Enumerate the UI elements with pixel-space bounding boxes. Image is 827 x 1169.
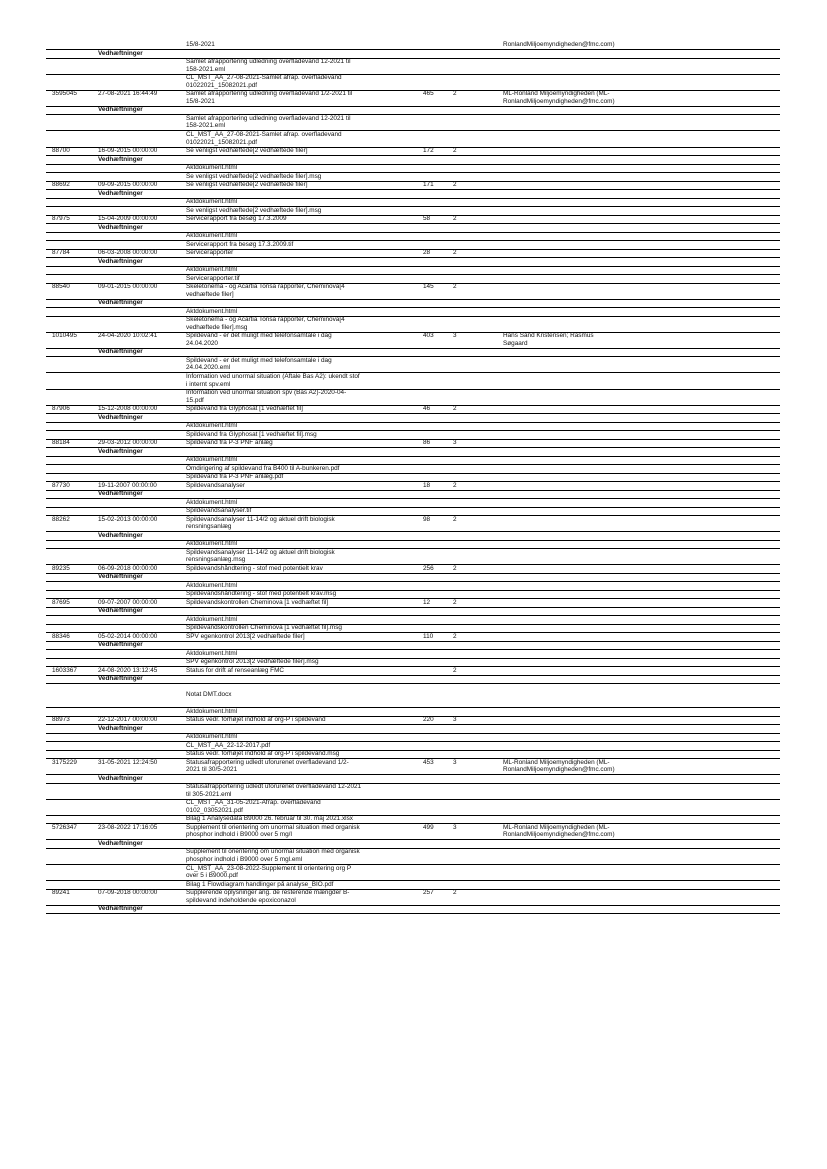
message-date: 05-02-2014 00:00:00	[98, 632, 158, 640]
message-subject: Samlet afrapportering udledning overfladevand 1/2-2021 til	[186, 90, 353, 98]
message-date: 07-09-2018 00:00:00	[98, 889, 158, 897]
message-id: 88346	[52, 632, 70, 640]
message-size: 46	[423, 405, 431, 413]
row-divider	[46, 257, 780, 258]
message-subject: Spildevand fra P-3 PNF anlæg	[186, 439, 273, 447]
row-divider	[46, 413, 780, 414]
attachment-count: 2	[453, 515, 457, 523]
attachment-file: Spildevandshåndtering - stof med potentielt krav.msg	[186, 590, 337, 598]
row-divider	[46, 741, 780, 742]
message-id: 87784	[52, 249, 70, 256]
attachment-count: 3	[453, 823, 457, 831]
message-size: 12	[423, 598, 431, 606]
attachment-file: Notat DMT.docx	[186, 691, 232, 699]
attachment-file: Aktdokument.html	[186, 422, 238, 430]
message-id: 88700	[52, 147, 70, 154]
attachment-count: 2	[453, 598, 457, 606]
attachment-count: 2	[453, 147, 457, 154]
attachment-count: 2	[453, 90, 457, 98]
attachment-file: Skeletonema - og Acartia Tonsa rapporter, Cheminova[4	[186, 316, 345, 324]
attachment-count: 2	[453, 481, 457, 489]
row-divider	[46, 498, 780, 499]
message-id: 87730	[52, 481, 70, 489]
row-divider	[46, 422, 780, 423]
row-divider	[46, 848, 780, 849]
message-size: 98	[423, 515, 431, 523]
attachment-count: 3	[453, 332, 457, 340]
row-divider	[46, 106, 780, 107]
row-divider	[46, 266, 780, 267]
row-divider	[46, 464, 780, 465]
message-date: 29-03-2012 00:00:00	[98, 439, 158, 447]
message-date: 09-07-2007 00:00:00	[98, 598, 158, 606]
attachment-file: 158-2021.eml	[186, 122, 226, 130]
row-divider	[46, 548, 780, 549]
attachment-count: 3	[453, 439, 457, 447]
message-id: 89235	[52, 564, 70, 572]
row-divider	[46, 683, 780, 684]
attachment-file: Se venligst vedhæftede[2 vedhæftede filer].msg	[186, 206, 322, 214]
message-id: 1010495	[52, 332, 77, 340]
row-divider	[46, 307, 780, 308]
attachments-label: Vedhæftninger	[98, 641, 143, 649]
row-divider	[46, 733, 780, 734]
attachment-file: Aktdokument.html	[186, 733, 238, 740]
attachment-file: Spildevand fra Glyphosat [1 vedhæftet fil].msg	[186, 430, 317, 438]
attachment-file: Aktdokument.html	[186, 540, 238, 548]
attachment-file: Spildevandsanalyser 11-14/2 og aktuel drift biologisk	[186, 548, 335, 556]
row-divider	[46, 348, 780, 349]
attachment-file: Aktdokument.html	[186, 307, 238, 315]
attachment-file: Supplement til orientering om unormal situation med organisk	[186, 848, 360, 856]
message-id: 5726347	[52, 823, 77, 831]
attachment-file: Servicerapport fra besøg 17.3.2009.tif	[186, 240, 294, 248]
attachment-file: CL_MST_AA_27-08-2021-Samlet afrap. overfladevand	[186, 130, 342, 138]
row-divider	[46, 172, 780, 173]
attachments-label: Vedhæftninger	[98, 573, 143, 581]
row-divider	[46, 49, 780, 50]
message-size: 453	[423, 758, 434, 766]
row-divider	[46, 316, 780, 317]
message-id: 87975	[52, 215, 70, 222]
attachment-file: 24.04.2020.eml	[186, 364, 231, 372]
attachment-file: Se venligst vedhæftede[2 vedhæftede filer].msg	[186, 172, 322, 180]
row-divider	[46, 799, 780, 800]
attachment-file: CL_MST_AA_22-12-2017.pdf	[186, 741, 271, 749]
attachments-label: Vedhæftninger	[98, 774, 143, 782]
message-recipients: Søgaard	[503, 339, 528, 347]
message-date: 24-04-2020 10:02:41	[98, 332, 158, 340]
attachments-label: Vedhæftninger	[98, 531, 143, 539]
attachments-label: Vedhæftninger	[98, 724, 143, 732]
attachment-file: Samlet afrapportering udledning overfladevand 12-2021 til	[186, 114, 351, 122]
attachment-file: Aktdokument.html	[186, 707, 238, 715]
row-divider	[46, 607, 780, 608]
row-divider	[46, 573, 780, 574]
attachment-file: CL_MST_AA_27-08-2021-Samlet afrap. overfladevand	[186, 74, 342, 82]
message-id: 3175229	[52, 758, 77, 766]
message-size: 18	[423, 481, 431, 489]
attachment-file: SPV egenkontrol 2013[2 vedhæftede filer].msg	[186, 658, 319, 666]
attachment-file: 0102_03052021.pdf	[186, 806, 243, 814]
message-date: 31-05-2021 12:24:50	[98, 758, 158, 766]
attachment-file: i internt spv.eml	[186, 380, 231, 388]
message-subject: SPV egenkontrol 2013[2 vedhæftede filer]	[186, 632, 305, 640]
message-subject: Spildevandsanalyser	[186, 481, 245, 489]
attachment-file: Information ved unormal situation (Aftale Bas A2): ukendt stof	[186, 372, 360, 380]
message-size: 257	[423, 889, 434, 897]
message-id: 88692	[52, 181, 70, 188]
message-date: 19-11-2007 00:00:00	[98, 481, 157, 489]
message-recipients: RonlandMiljoemyndigheden@fmc.com)	[503, 41, 615, 48]
message-date: 27-08-2021 16:44:49	[98, 90, 158, 98]
message-recipients: ML-Ronland Miljoemyndigheden (ML-	[503, 90, 610, 98]
message-subject: 24.04.2020	[186, 339, 218, 347]
attachment-file: Aktdokument.html	[186, 581, 238, 589]
row-divider	[46, 864, 780, 865]
message-recipients: RonlandMiljoemyndigheden@fmc.com)	[503, 766, 615, 774]
attachment-count: 3	[453, 758, 457, 766]
message-date: 15-12-2008 00:00:00	[98, 405, 158, 413]
row-divider	[46, 356, 780, 357]
attachments-label: Vedhæftninger	[98, 257, 143, 265]
message-size: 28	[423, 249, 431, 256]
attachment-file: Aktdokument.html	[186, 615, 238, 623]
row-divider	[46, 774, 780, 775]
message-subject: vedhæftede filer]	[186, 290, 234, 298]
row-divider	[46, 590, 780, 591]
message-recipients: RonlandMiljoemyndigheden@fmc.com)	[503, 97, 615, 105]
message-id: 87695	[52, 598, 70, 606]
attachments-label: Vedhæftninger	[98, 223, 143, 231]
attachment-file: over 5 i B9000.pdf	[186, 872, 238, 880]
row-divider	[46, 615, 780, 616]
attachment-count: 2	[453, 283, 457, 290]
attachments-label: Vedhæftninger	[98, 106, 143, 114]
message-subject: Spildevand fra Glyphosat [1 vedhæftet fil]	[186, 405, 303, 413]
attachment-file: Statusafrapportering udledt uforurenet overfladevand 12-2021	[186, 783, 362, 791]
attachment-file: 158-2021.eml	[186, 65, 226, 73]
message-date: 06-03-2008 00:00:00	[98, 249, 158, 256]
message-id: 88184	[52, 439, 70, 447]
message-subject: Statusafrapportering udledt uforurenet overfladevand 1/2-	[186, 758, 349, 766]
message-subject: Status for drift af renseanlæg FMC	[186, 666, 285, 674]
attachment-count: 2	[453, 666, 457, 674]
message-subject: Status vedr. forhøjet indhold af org-P i spildevand	[186, 716, 326, 723]
message-subject: spildevand indeholdende epoxiconazol	[186, 896, 296, 904]
row-divider	[46, 815, 780, 816]
row-divider	[46, 839, 780, 840]
row-divider	[46, 206, 780, 207]
row-divider	[46, 473, 780, 474]
attachment-file: Samlet afrapportering udledning overfladevand 12-2021 til	[186, 58, 351, 65]
message-subject: Supplerende oplysninger ang. de resterende mængder B-	[186, 889, 350, 897]
attachment-file: CL_MST_AA_23-08-2022-Supplement til orientering org P	[186, 864, 352, 872]
attachment-count: 2	[453, 889, 457, 897]
attachments-label: Vedhæftninger	[98, 607, 143, 615]
attachments-label: Vedhæftninger	[98, 490, 143, 498]
message-size: 499	[423, 823, 434, 831]
attachment-file: CL_MST_AA_31-05-2021-Afrap. overfladevand	[186, 799, 321, 807]
message-date: 22-12-2017 00:00:00	[98, 716, 158, 723]
row-divider	[46, 531, 780, 532]
attachments-label: Vedhæftninger	[98, 189, 143, 197]
attachment-file: Information ved unormal situation spv (Bas A2)-2020-04-	[186, 389, 347, 396]
attachment-file: Aktdokument.html	[186, 498, 238, 506]
row-divider	[46, 240, 780, 241]
message-date: 16-09-2015 00:00:00	[98, 147, 158, 154]
message-subject: Servicerapporter	[186, 249, 234, 256]
message-size: 256	[423, 564, 434, 572]
message-size: 172	[423, 147, 434, 154]
row-divider	[46, 707, 780, 708]
attachment-file: Spildevand fra P-3 PNF anlæg.pdf	[186, 473, 284, 481]
message-date: 09-09-2015 00:00:00	[98, 181, 158, 188]
row-divider	[46, 274, 780, 275]
message-recipients: Hans Sand Kristensen; Rasmus	[503, 332, 594, 340]
attachments-label: Vedhæftninger	[98, 905, 143, 913]
attachment-count: 3	[453, 716, 457, 723]
attachment-count: 2	[453, 215, 457, 222]
attachments-label: Vedhæftninger	[98, 413, 143, 421]
attachment-count: 2	[453, 249, 457, 256]
attachment-file: Aktdokument.html	[186, 232, 238, 239]
attachments-label: Vedhæftninger	[98, 447, 143, 455]
message-subject: Supplement til orientering om unormal situation med organisk	[186, 823, 360, 831]
attachment-file: Aktdokument.html	[186, 164, 238, 171]
message-recipients: ML-Ronland Miljoemyndigheden (ML-	[503, 823, 610, 831]
row-divider	[46, 913, 780, 914]
attachment-file: 15.pdf	[186, 396, 204, 404]
row-divider	[46, 490, 780, 491]
message-subject: Spildevand - er det muligt med telefonsamtale i dag	[186, 332, 332, 340]
attachment-file: phosphor indhold i B9000 over 5 mgl.eml	[186, 856, 303, 863]
message-size: 403	[423, 332, 434, 340]
attachments-label: Vedhæftninger	[98, 839, 143, 847]
row-divider	[46, 223, 780, 224]
row-divider	[46, 130, 780, 131]
row-divider	[46, 232, 780, 233]
attachment-file: rensningsanlæg.msg	[186, 556, 246, 564]
attachment-file: Spildevandskontrollen Cheminova [1 vedhæftet fil].msg	[186, 624, 342, 632]
attachment-file: 01022021_15082021.pdf	[186, 81, 258, 89]
attachment-count: 2	[453, 564, 457, 572]
attachment-file: til 305-2021.eml	[186, 790, 232, 798]
row-divider	[46, 675, 780, 676]
message-subject: Se venligst vedhæftede[2 vedhæftede filer]	[186, 147, 308, 154]
message-subject: rensningsanlæg	[186, 523, 232, 531]
message-size: 86	[423, 439, 431, 447]
row-divider	[46, 750, 780, 751]
attachment-count: 2	[453, 632, 457, 640]
row-divider	[46, 783, 780, 784]
message-size: 145	[423, 283, 434, 290]
message-id: 87906	[52, 405, 70, 413]
row-divider	[46, 198, 780, 199]
message-date: 06-09-2018 00:00:00	[98, 564, 158, 572]
attachment-file: Status vedr. forhøjet indhold af org-P i spildevand.msg	[186, 750, 340, 757]
attachment-file: Servicerapporter.tif	[186, 274, 240, 282]
message-subject: Servicerapport fra besøg 17.3.2009	[186, 215, 287, 222]
message-size: 58	[423, 215, 431, 222]
row-divider	[46, 649, 780, 650]
message-recipients: RonlandMiljoemyndigheden@fmc.com)	[503, 831, 615, 839]
message-date: 09-01-2015 00:00:00	[98, 283, 158, 290]
attachment-file: Bilag 1 Flowdiagram handlinger på analyse_BIO.pdf	[186, 880, 334, 888]
row-divider	[46, 114, 780, 115]
row-divider	[46, 164, 780, 165]
message-id: 88973	[52, 716, 70, 723]
row-divider	[46, 624, 780, 625]
attachment-file: Spildevandsanalyser.tif	[186, 507, 252, 515]
message-id: 3595045	[52, 90, 77, 98]
row-divider	[46, 540, 780, 541]
row-divider	[46, 581, 780, 582]
attachment-file: Aktdokument.html	[186, 198, 238, 205]
row-divider	[46, 880, 780, 881]
row-divider	[46, 658, 780, 659]
attachment-file: Aktdokument.html	[186, 456, 238, 464]
message-subject: Se venligst vedhæftede[2 vedhæftede filer]	[186, 181, 308, 188]
attachment-count: 2	[453, 405, 457, 413]
attachment-file: Bilag 1 Analysedata B9000 26. februar til 30. maj 2021.xlsx	[186, 815, 353, 823]
row-divider	[46, 389, 780, 390]
row-divider	[46, 905, 780, 906]
row-divider	[46, 58, 780, 59]
message-id: 88262	[52, 515, 70, 523]
attachments-label: Vedhæftninger	[98, 299, 143, 307]
message-size: 465	[423, 90, 434, 98]
row-divider	[46, 155, 780, 156]
row-divider	[46, 507, 780, 508]
message-date: 23-08-2022 17:16:05	[98, 823, 158, 831]
message-subject: Spildevandskontrollen Cheminova [1 vedhæftet fil]	[186, 598, 329, 606]
message-recipients: ML-Ronland Miljoemyndigheden (ML-	[503, 758, 610, 766]
message-date: 15-04-2009 00:00:00	[98, 215, 158, 222]
row-divider	[46, 724, 780, 725]
attachments-label: Vedhæftninger	[98, 348, 143, 356]
row-divider	[46, 189, 780, 190]
message-date: 15-02-2013 00:00:00	[98, 515, 158, 523]
attachment-file: Aktdokument.html	[186, 266, 238, 273]
message-id: 89241	[52, 889, 70, 897]
message-date: 24-08-2020 13:12:45	[98, 666, 158, 674]
message-id: 88540	[52, 283, 70, 290]
attachment-file: Omdirigering af spildevand fra B400 til A-bunkeren.pdf	[186, 464, 340, 472]
attachments-label: Vedhæftninger	[98, 49, 143, 57]
row-divider	[46, 372, 780, 373]
message-size: 171	[423, 181, 434, 188]
message-subject: 15/8-2021	[186, 97, 215, 105]
row-divider	[46, 641, 780, 642]
row-divider	[46, 430, 780, 431]
attachment-file: Spildevand - er det muligt med telefonsamtale i dag	[186, 356, 332, 364]
attachment-file: 01022021_15082021.pdf	[186, 138, 258, 146]
row-divider	[46, 74, 780, 75]
attachments-label: Vedhæftninger	[98, 155, 143, 163]
attachment-file: Aktdokument.html	[186, 649, 238, 657]
row-divider	[46, 456, 780, 457]
attachment-count: 2	[453, 181, 457, 188]
message-size: 110	[423, 632, 434, 640]
message-size: 220	[423, 716, 434, 723]
attachments-label: Vedhæftninger	[98, 675, 143, 683]
message-subject: 2021 til 30/5-2021	[186, 766, 238, 774]
attachment-file: vedhæftede filer].msg	[186, 323, 248, 331]
message-subject: phosphor indhold i B9000 over 5 mg/l	[186, 831, 292, 839]
message-subject: 15/8-2021	[186, 41, 215, 48]
message-subject: Skeletonema - og Acartia Tonsa rapporter, Cheminova[4	[186, 283, 345, 290]
message-subject: Spildevandsanalyser 11-14/2 og aktuel drift biologisk	[186, 515, 335, 523]
row-divider	[46, 447, 780, 448]
message-subject: Spildevandshåndtering - stof med potentielt krav	[186, 564, 323, 572]
row-divider	[46, 299, 780, 300]
message-id: 1603367	[52, 666, 77, 674]
